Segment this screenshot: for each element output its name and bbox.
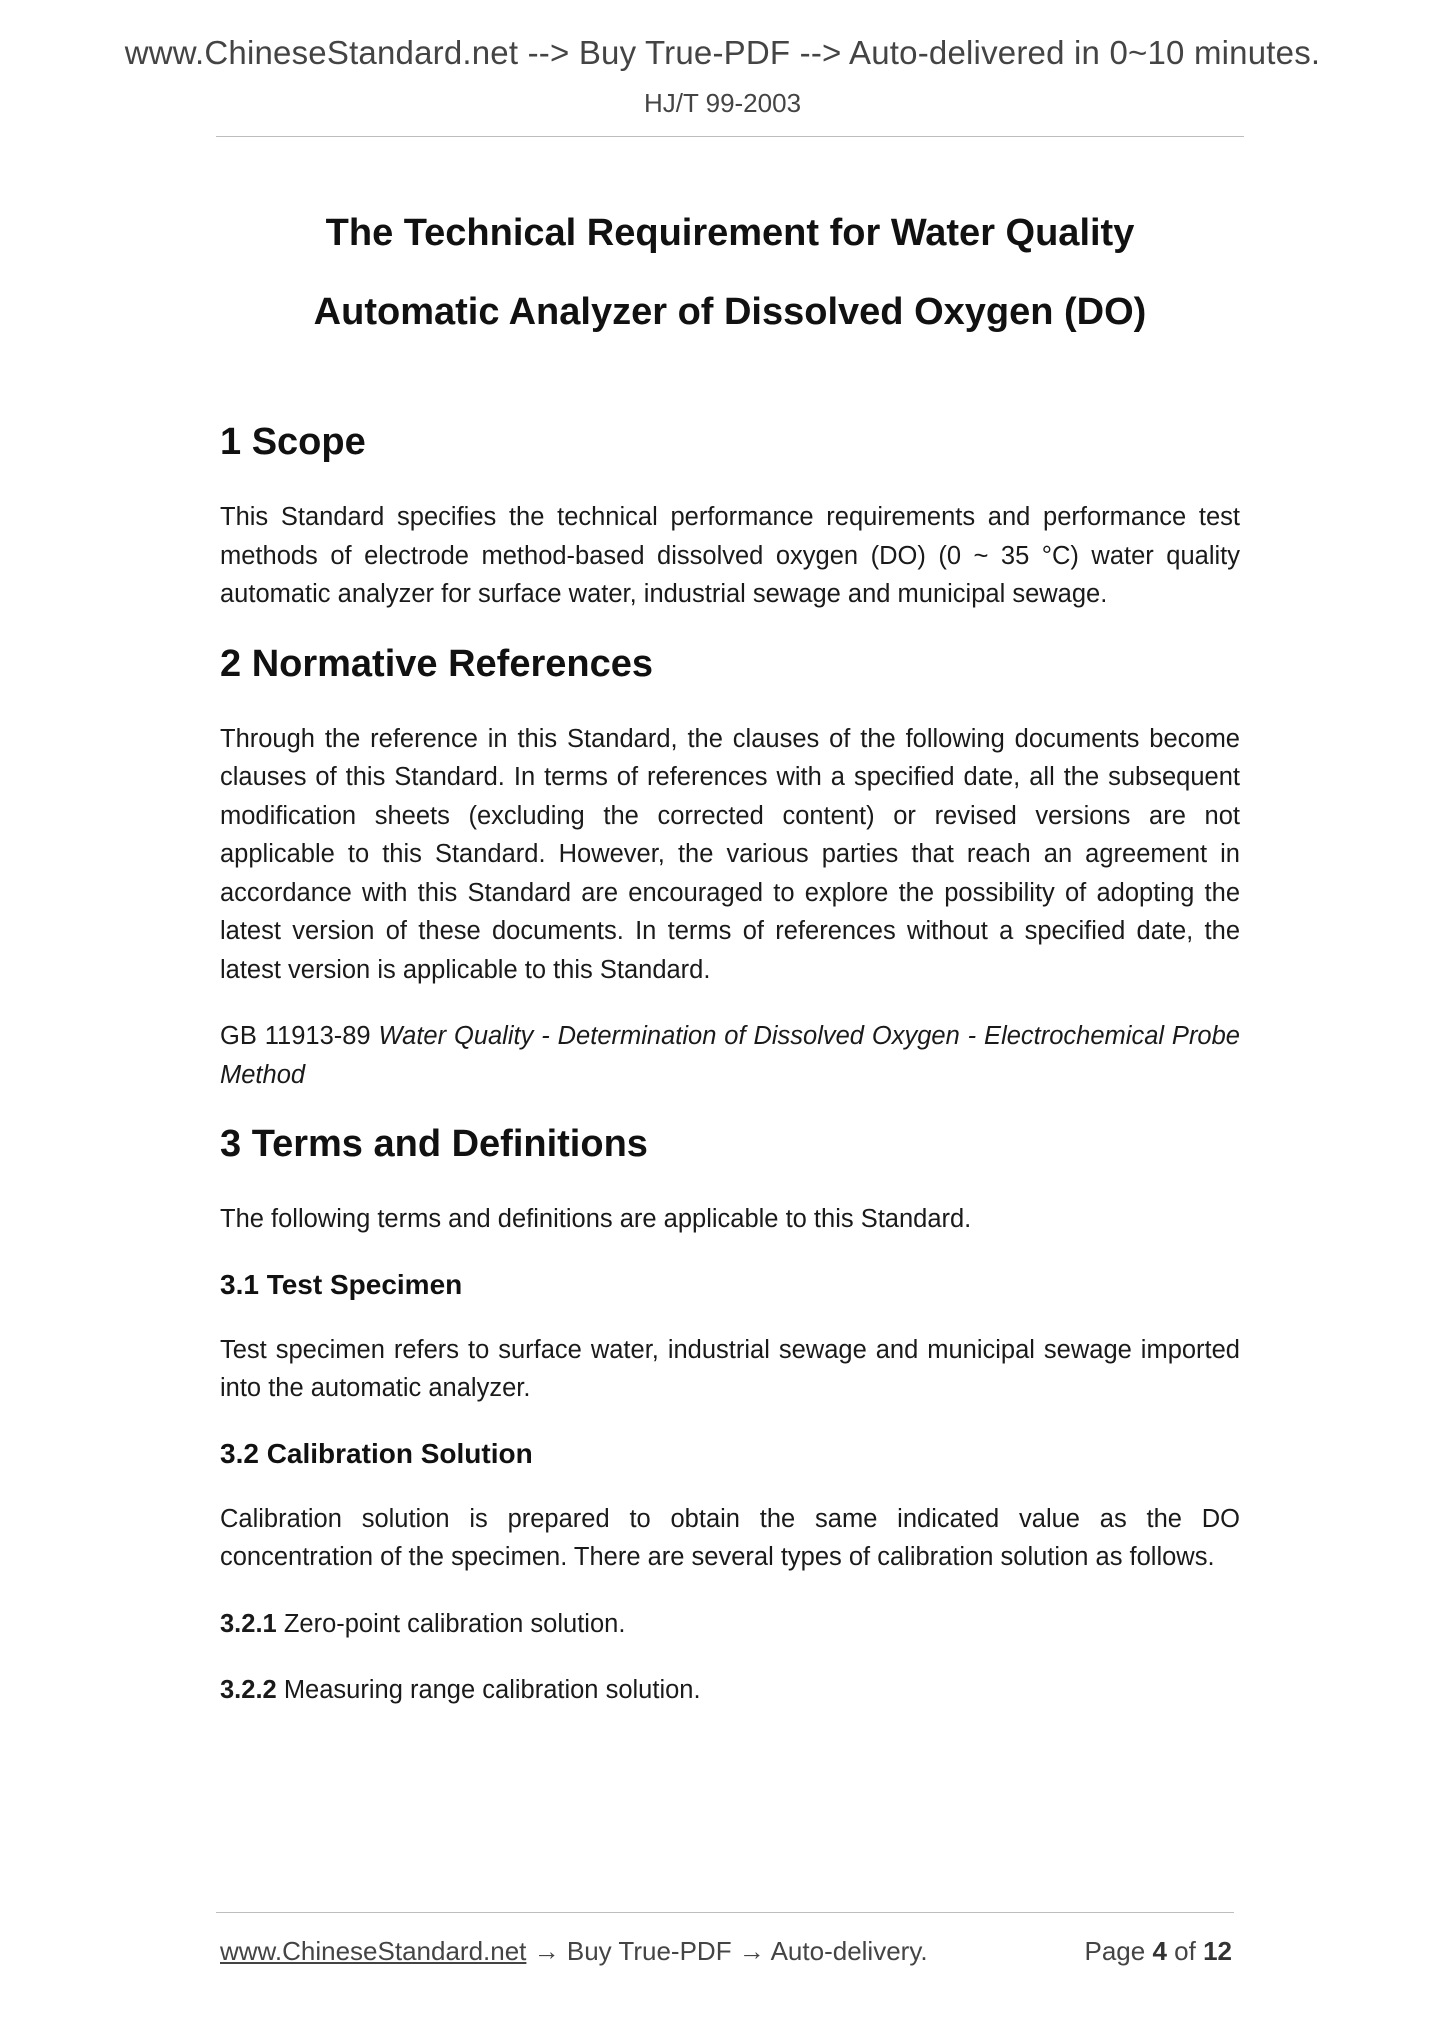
references-paragraph: Through the reference in this Standard, the clauses of the following documents become clauses of this Standard. In terms of references with a specified date, all the subsequent modification sheets (excluding the corrected content) or revised versions are not applicable to this Standard. However, the various parties that reach an agreement in accordance with this Standard are encouraged to explore the possibility of adopting the latest version of these documents. In terms of references without a specified date, the latest version is applicable to this Standard.	[220, 724, 1240, 984]
clause-text: Zero-point calibration solution.	[283, 1609, 626, 1638]
section-heading-references: 2 Normative References	[220, 642, 653, 685]
page-number: 4	[1152, 1936, 1167, 1966]
site-banner: www.ChineseStandard.net --> Buy True-PDF --> Auto-delivered in 0~10 minutes.	[124, 34, 1321, 71]
calibration-solution-paragraph: Calibration solution is prepared to obtain the same indicated value as the DO concentration of the specimen. There are several types of calibration solution as follows.	[220, 1504, 1240, 1571]
document-body	[220, 420, 1240, 1738]
footer-site-link[interactable]: www.ChineseStandard.net	[220, 1936, 527, 1966]
reference-entry	[220, 1017, 1240, 1094]
clause-number: 3.2.1	[220, 1609, 277, 1638]
page-footer	[220, 1936, 1232, 1972]
header-divider	[216, 136, 1244, 137]
reference-code: GB 11913-89	[220, 1022, 371, 1050]
clause-3-2-1	[220, 1605, 1240, 1644]
document-id: HJ/T 99-2003	[643, 88, 802, 118]
page-total: 12	[1203, 1936, 1232, 1966]
footer-divider	[216, 1912, 1234, 1913]
reference-title: Water Quality - Determination of Dissolved Oxygen - Electrochemical Probe Method	[220, 1022, 1240, 1089]
title-line-2: Automatic Analyzer of Dissolved Oxygen (DO)	[313, 291, 1147, 333]
footer-promo	[220, 1936, 928, 1967]
page-indicator	[1084, 1936, 1232, 1967]
clause-number: 3.2.2	[220, 1676, 277, 1704]
clause-text: Measuring range calibration solution.	[283, 1676, 701, 1704]
page-label: Page	[1084, 1936, 1146, 1966]
scope-paragraph: This Standard specifies the technical performance requirements and performance test methods of electrode method-based dissolved oxygen (DO) (0 ~ 35 °C) water quality automatic analyzer for surface water, industrial sewage and municipal sewage.	[220, 503, 1240, 608]
test-specimen-paragraph: Test specimen refers to surface water, industrial sewage and municipal sewage imported into the automatic analyzer.	[220, 1335, 1240, 1402]
subsection-heading-test-specimen: 3.1 Test Specimen	[220, 1268, 463, 1300]
of-label: of	[1174, 1936, 1196, 1966]
document-title	[216, 194, 1244, 352]
terms-intro: The following terms and definitions are applicable to this Standard.	[220, 1205, 972, 1233]
footer-promo-text: → Buy True-PDF → Auto-delivery.	[533, 1936, 928, 1966]
section-heading-scope: 1 Scope	[220, 421, 366, 463]
clause-3-2-2	[220, 1671, 1240, 1710]
title-line-1: The Technical Requirement for Water Quality	[325, 212, 1135, 254]
subsection-heading-calibration-solution: 3.2 Calibration Solution	[220, 1437, 533, 1469]
section-heading-terms: 3 Terms and Definitions	[220, 1123, 648, 1165]
